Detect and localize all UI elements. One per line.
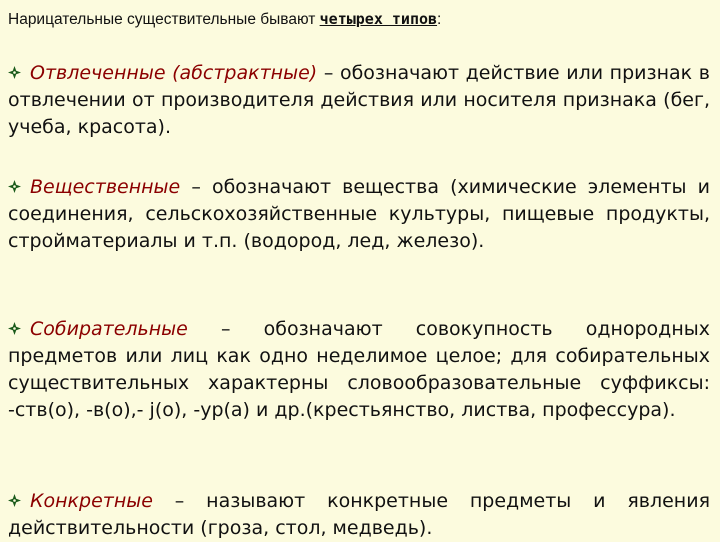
term-dash: – (152, 490, 207, 512)
diamond-bullet-icon (8, 494, 21, 507)
noun-type-item-collective (8, 316, 710, 424)
term-description: обозначают действие или признак в отвлечении от производителя действия или носителя признака (бег, учеба, красота). (8, 62, 710, 138)
term-dash: – (187, 318, 264, 340)
noun-type-item-material (8, 174, 710, 255)
term-label: Собирательные (30, 318, 188, 340)
noun-type-item-abstract (8, 60, 710, 141)
heading-text: Нарицательные существительные бывают (8, 11, 320, 28)
term-description: называют конкретные предметы и явления действительности (гроза, стол, медведь). (8, 490, 710, 539)
diamond-bullet-icon (8, 180, 21, 193)
diamond-bullet-icon (8, 66, 21, 79)
noun-type-item-concrete (8, 488, 710, 542)
diamond-bullet-icon (8, 322, 21, 335)
term-dash: – (317, 62, 340, 84)
heading-suffix: : (437, 11, 442, 28)
term-dash: – (180, 176, 212, 198)
slide-heading (8, 8, 712, 31)
term-label: Конкретные (30, 490, 153, 512)
term-description: обозначают совокупность однородных предметов или лиц как одно неделимое целое; для собирательных существительных характерны словообразовательные суффиксы: -ств(о), -в(о),- j(о), -ур(а) и др.(крестьянство, листва, профессура). (8, 318, 710, 421)
heading-emphasis: четырех типов (319, 10, 438, 28)
term-label: Вещественные (30, 176, 181, 198)
term-description: обозначают вещества (химические элементы и соединения, сельскохозяйственные культуры, пищевые продукты, стройматериалы и т.п. (водород, лед, железо). (8, 176, 710, 252)
term-label: Отвлеченные (абстрактные) (30, 62, 318, 84)
